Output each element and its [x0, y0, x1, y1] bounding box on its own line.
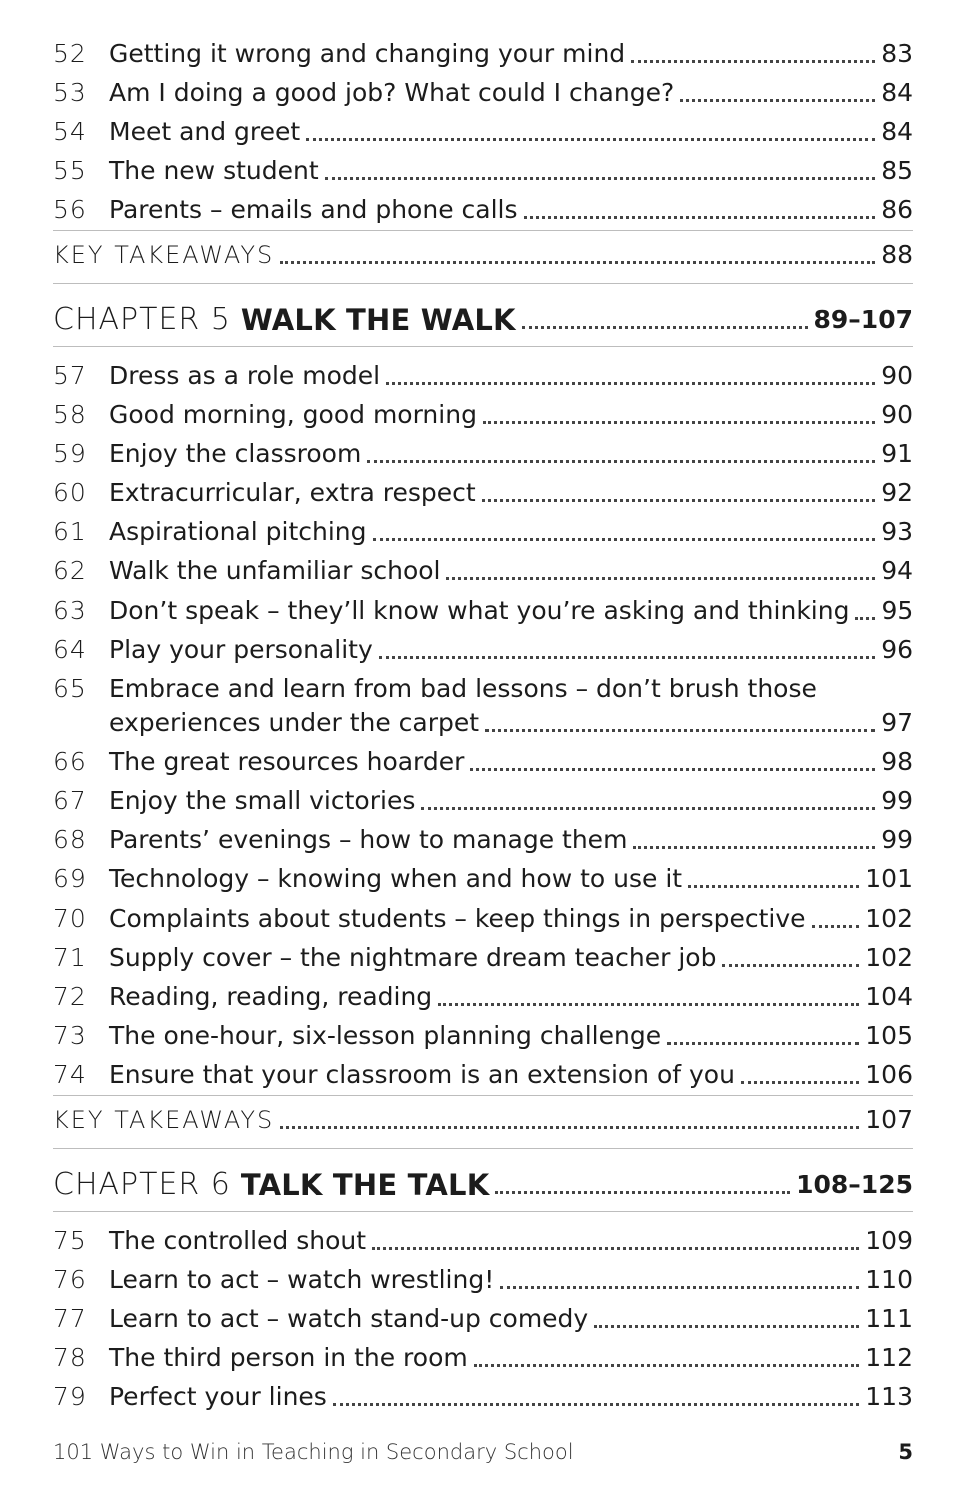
entry-page: 107 — [865, 1105, 913, 1134]
entry-page: 91 — [881, 439, 913, 468]
entry-number: 74 — [53, 1060, 87, 1089]
entry-title: Am I doing a good job? What could I change? — [109, 78, 675, 107]
toc-entry — [53, 471, 913, 509]
entry-page: 85 — [881, 156, 913, 185]
entry-number: 61 — [53, 517, 87, 546]
entry-page: 113 — [865, 1382, 913, 1411]
dot-leader — [680, 77, 875, 102]
toc-entry — [53, 549, 913, 587]
dot-leader — [631, 38, 875, 63]
entry-title: Meet and greet — [109, 117, 301, 146]
toc-entry — [53, 1219, 913, 1257]
entry-title: Dress as a role model — [109, 361, 381, 390]
dot-leader — [482, 477, 876, 502]
dot-leader — [372, 1225, 859, 1250]
entry-title: Technology – knowing when and how to use it — [109, 864, 683, 893]
entry-page: 98 — [881, 747, 913, 776]
entry-number: 77 — [53, 1304, 87, 1333]
entry-number: 53 — [53, 78, 87, 107]
dot-leader — [594, 1303, 859, 1328]
toc-entry — [53, 1014, 913, 1052]
entry-page: 110 — [865, 1265, 913, 1294]
chapter-heading — [53, 1155, 913, 1201]
entry-page: 92 — [881, 478, 913, 507]
divider — [53, 1211, 913, 1212]
entry-page: 83 — [881, 39, 913, 68]
toc-entry — [53, 1258, 913, 1296]
toc-entry — [53, 71, 913, 109]
entry-title: Complaints about students – keep things in perspective — [109, 904, 806, 933]
entry-number: 76 — [53, 1265, 87, 1294]
entry-title: Enjoy the classroom — [109, 439, 362, 468]
dot-leader — [470, 746, 875, 771]
dot-leader — [386, 360, 875, 385]
toc-entry — [53, 1336, 913, 1374]
entry-page: 102 — [865, 904, 913, 933]
chapter-page-range: 108–125 — [796, 1170, 913, 1199]
entry-page: 99 — [881, 825, 913, 854]
entry-page: 84 — [881, 78, 913, 107]
entry-title: The one-hour, six-lesson planning challenge — [109, 1021, 662, 1050]
entry-number: 75 — [53, 1226, 87, 1255]
entry-page: 88 — [881, 240, 913, 269]
entry-title: The great resources hoarder — [109, 747, 465, 776]
toc-entry — [53, 1297, 913, 1335]
entry-number: 60 — [53, 478, 87, 507]
entry-number: 58 — [53, 400, 87, 429]
entry-page: 104 — [865, 982, 913, 1011]
chapter-heading — [53, 290, 913, 336]
entry-number: 73 — [53, 1021, 87, 1050]
toc-entry — [53, 1053, 913, 1091]
dot-leader — [722, 942, 859, 967]
entry-number: 67 — [53, 786, 87, 815]
entry-title: Perfect your lines — [109, 1382, 327, 1411]
chapter-label: CHAPTER 6 — [53, 1167, 231, 1202]
dot-leader — [367, 438, 875, 463]
dot-leader — [741, 1059, 859, 1084]
entry-page: 86 — [881, 195, 913, 224]
chapter-label: CHAPTER 5 — [53, 302, 231, 337]
entry-number: 72 — [53, 982, 87, 1011]
entry-title: Enjoy the small victories — [109, 786, 416, 815]
key-takeaways-label: KEY TAKEAWAYS — [53, 1106, 275, 1134]
divider — [53, 346, 913, 347]
toc-entry — [53, 149, 913, 187]
divider — [53, 1148, 913, 1149]
dot-leader — [280, 239, 875, 264]
entry-number: 69 — [53, 864, 87, 893]
chapter-page-range: 89–107 — [813, 305, 913, 334]
toc-entry — [53, 510, 913, 548]
toc-entry — [53, 432, 913, 470]
entry-title: Getting it wrong and changing your mind — [109, 39, 626, 68]
toc-entry — [53, 897, 913, 935]
entry-title: Reading, reading, reading — [109, 982, 433, 1011]
dot-leader — [812, 903, 860, 928]
dot-leader — [379, 634, 875, 659]
entry-number: 65 — [53, 674, 87, 703]
entry-page: 94 — [881, 556, 913, 585]
dot-leader — [333, 1381, 859, 1406]
key-takeaways-label: KEY TAKEAWAYS — [53, 241, 275, 269]
entry-number: 71 — [53, 943, 87, 972]
entry-page: 112 — [865, 1343, 913, 1372]
entry-page: 111 — [865, 1304, 913, 1333]
entry-title: The third person in the room — [109, 1343, 468, 1372]
entry-page: 95 — [881, 596, 914, 625]
entry-number: 78 — [53, 1343, 87, 1372]
entry-title: Play your personality — [109, 635, 373, 664]
entry-number: 56 — [53, 195, 87, 224]
dot-leader — [495, 1169, 790, 1194]
entry-number: 52 — [53, 39, 87, 68]
key-takeaways-entry — [53, 233, 913, 271]
entry-title: Ensure that your classroom is an extension of you — [109, 1060, 735, 1089]
entry-title: Walk the unfamiliar school — [109, 556, 441, 585]
toc-entry — [53, 188, 913, 226]
entry-title-line-1: Embrace and learn from bad lessons – don’t brush those — [109, 674, 817, 703]
page-number: 5 — [898, 1440, 913, 1464]
entry-page: 99 — [881, 786, 913, 815]
dot-leader — [688, 863, 859, 888]
entry-title: Aspirational pitching — [109, 517, 367, 546]
divider — [53, 283, 913, 284]
entry-title: Extracurricular, extra respect — [109, 478, 476, 507]
toc-entry — [53, 354, 913, 392]
entry-page: 84 — [881, 117, 913, 146]
toc-entry — [53, 857, 913, 895]
key-takeaways-entry — [53, 1098, 913, 1136]
entry-page: 105 — [865, 1021, 913, 1050]
dot-leader — [855, 595, 875, 620]
toc-entry — [53, 32, 913, 70]
toc-entry-line-1 — [53, 667, 913, 705]
dot-leader — [483, 399, 875, 424]
dot-leader — [306, 116, 875, 141]
divider — [53, 230, 913, 231]
dot-leader — [522, 304, 808, 329]
toc-entry-line-2 — [53, 701, 913, 739]
chapter-title: WALK THE WALK — [240, 303, 516, 337]
entry-number: 64 — [53, 635, 87, 664]
chapter-title: TALK THE TALK — [240, 1168, 490, 1202]
book-title: 101 Ways to Win in Teaching in Secondary School — [53, 1440, 574, 1464]
dot-leader — [446, 555, 875, 580]
entry-number: 59 — [53, 439, 87, 468]
entry-title: The new student — [109, 156, 319, 185]
toc-entry — [53, 110, 913, 148]
entry-page: 106 — [865, 1060, 913, 1089]
entry-page: 93 — [881, 517, 913, 546]
dot-leader — [373, 516, 876, 541]
entry-number: 79 — [53, 1382, 87, 1411]
entry-number: 66 — [53, 747, 87, 776]
dot-leader — [500, 1264, 859, 1289]
dot-leader — [524, 194, 876, 219]
toc-entry — [53, 975, 913, 1013]
entry-page: 102 — [865, 943, 913, 972]
entry-page: 101 — [865, 864, 913, 893]
entry-number: 57 — [53, 361, 87, 390]
entry-title: Learn to act – watch stand-up comedy — [109, 1304, 589, 1333]
entry-title: Supply cover – the nightmare dream teacher job — [109, 943, 717, 972]
toc-entry — [53, 1375, 913, 1413]
entry-title: Don’t speak – they’ll know what you’re asking and thinking — [109, 596, 850, 625]
divider — [53, 1095, 913, 1096]
dot-leader — [438, 981, 859, 1006]
dot-leader — [421, 785, 875, 810]
entry-page: 96 — [881, 635, 913, 664]
toc-entry — [53, 936, 913, 974]
entry-number: 70 — [53, 904, 87, 933]
entry-title: Parents’ evenings – how to manage them — [109, 825, 628, 854]
entry-number: 54 — [53, 117, 87, 146]
toc-entry — [53, 740, 913, 778]
entry-title: Good morning, good morning — [109, 400, 477, 429]
entry-title: The controlled shout — [109, 1226, 367, 1255]
dot-leader — [325, 155, 876, 180]
entry-number: 55 — [53, 156, 87, 185]
entry-title: Learn to act – watch wrestling! — [109, 1265, 495, 1294]
entry-page: 109 — [865, 1226, 913, 1255]
page-footer — [53, 1440, 913, 1464]
entry-page: 90 — [881, 400, 913, 429]
dot-leader — [485, 707, 875, 732]
entry-title: Parents – emails and phone calls — [109, 195, 518, 224]
toc-entry — [53, 393, 913, 431]
entry-page: 90 — [881, 361, 913, 390]
toc-entry — [53, 818, 913, 856]
entry-title-line-2: experiences under the carpet — [109, 708, 480, 737]
toc-entry — [53, 628, 913, 666]
toc-entry — [53, 779, 913, 817]
dot-leader — [474, 1342, 860, 1367]
entry-number: 68 — [53, 825, 87, 854]
entry-number: 62 — [53, 556, 87, 585]
entry-number: 63 — [53, 596, 87, 625]
entry-page: 97 — [881, 708, 913, 737]
dot-leader — [633, 824, 875, 849]
dot-leader — [280, 1104, 859, 1129]
dot-leader — [667, 1020, 859, 1045]
toc-entry — [53, 589, 913, 627]
